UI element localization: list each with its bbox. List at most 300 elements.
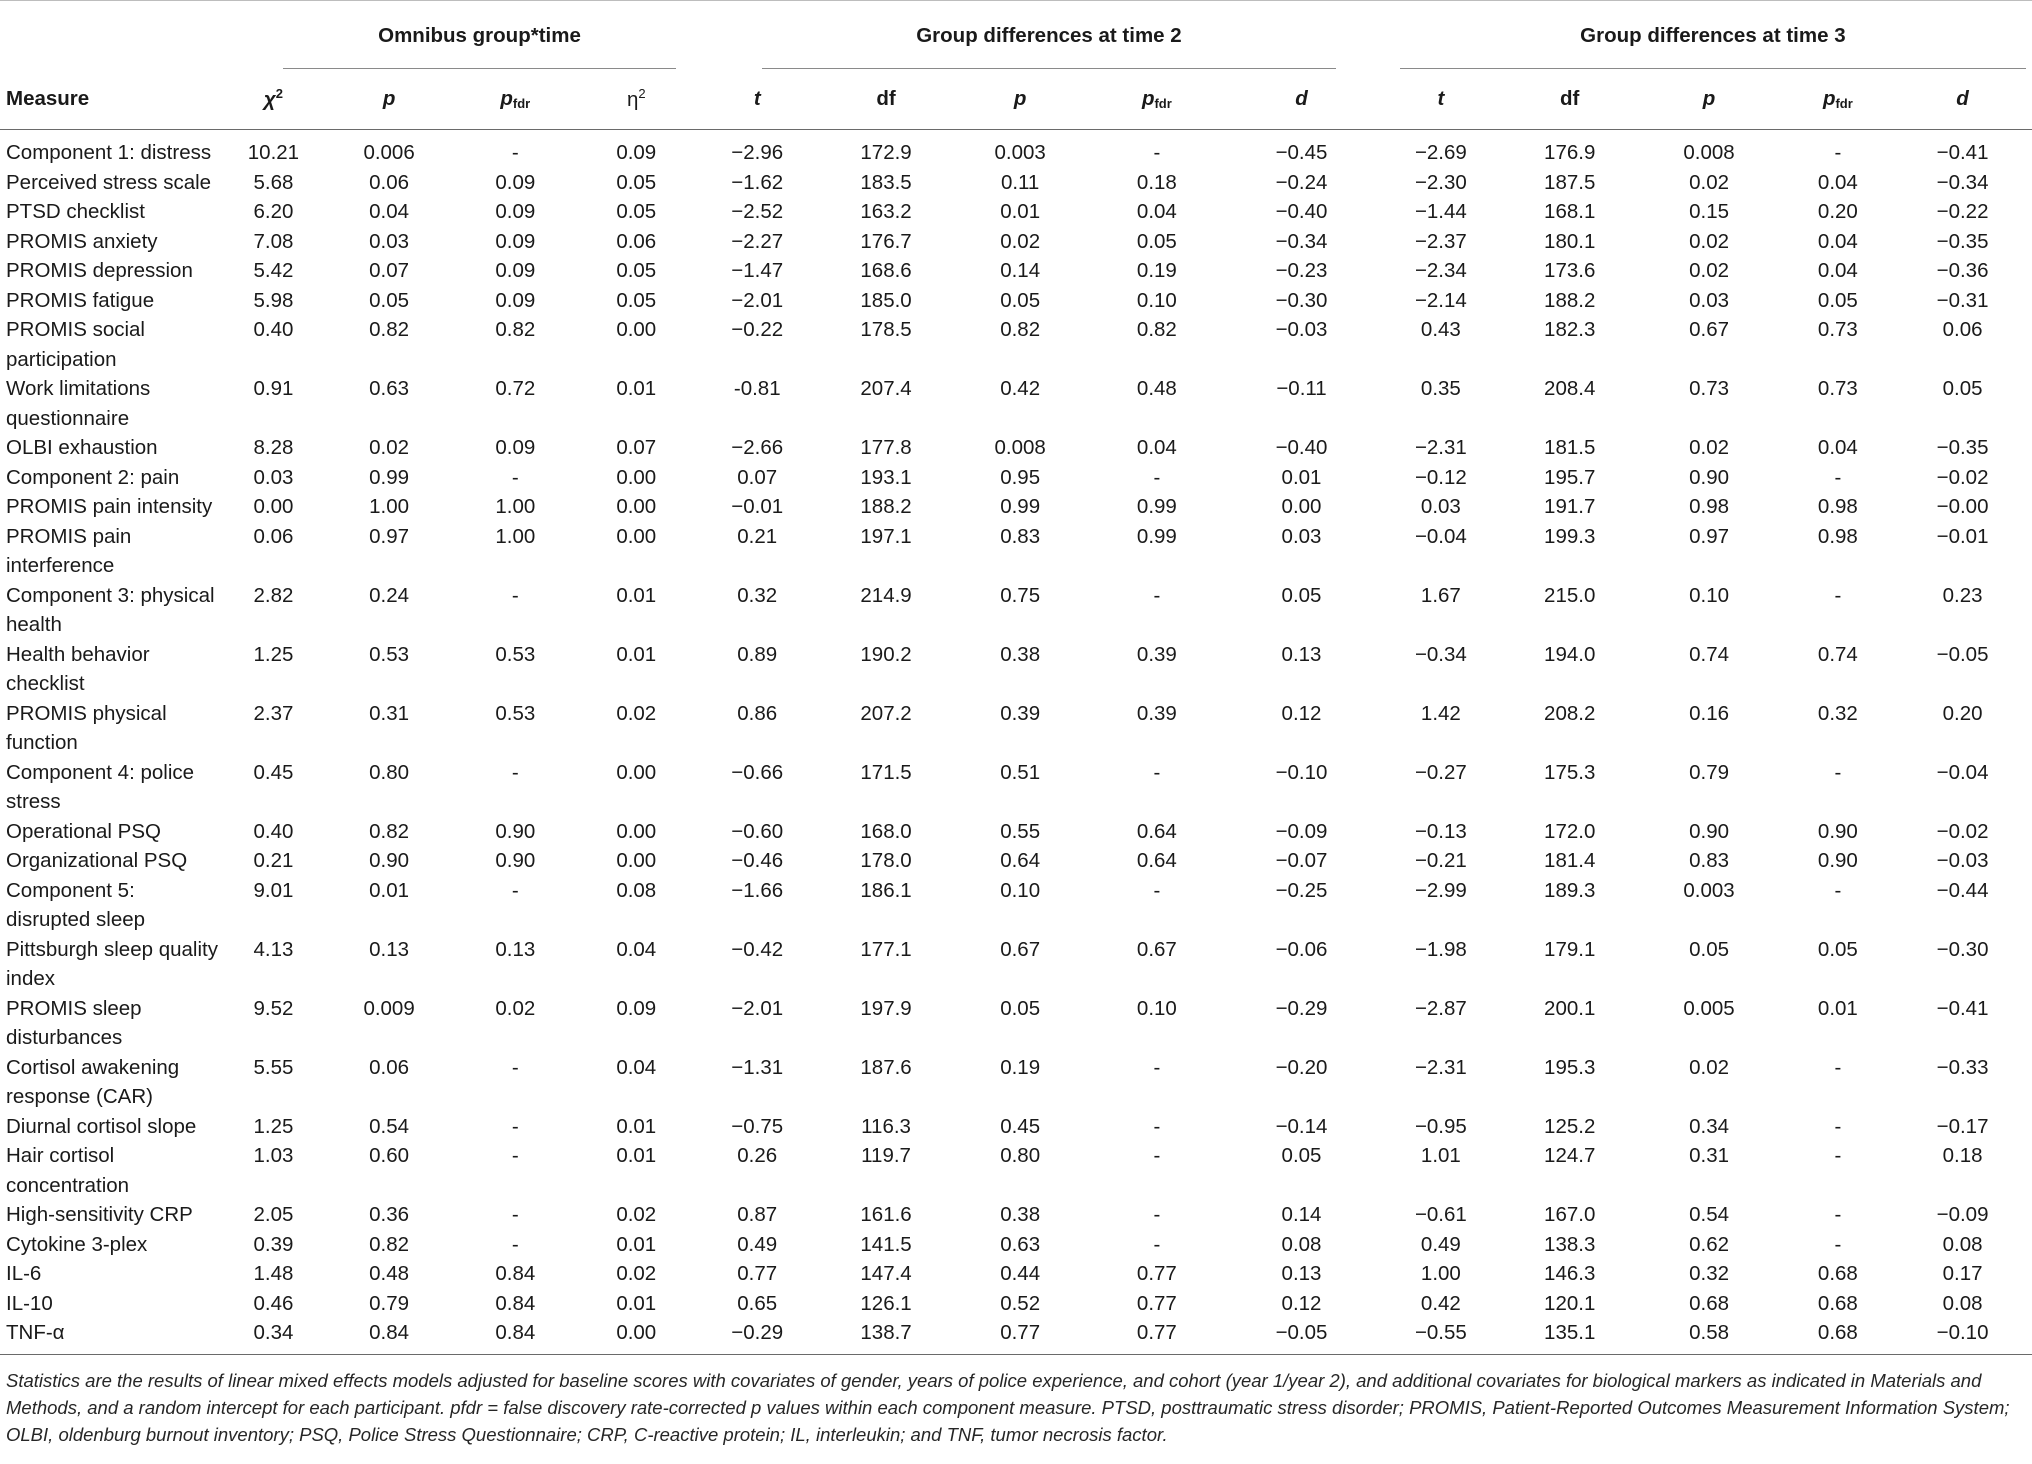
table-row bbox=[0, 935, 2032, 994]
cell-pfdr-omnibus: 0.09 bbox=[495, 259, 536, 282]
cell-t-time3: 0.35 bbox=[1420, 377, 1461, 400]
cell-p-omnibus: 0.82 bbox=[369, 318, 410, 341]
cell-df-time3: 199.3 bbox=[1544, 524, 1596, 548]
cell-df-time3: 175.3 bbox=[1544, 760, 1596, 784]
cell-eta2: 0.01 bbox=[616, 1232, 657, 1256]
column-header-d-time3 bbox=[1893, 69, 2032, 130]
cell-d-time3: 0.20 bbox=[1942, 701, 1983, 725]
cell-eta2: 0.05 bbox=[616, 170, 657, 194]
group-header-spacer bbox=[0, 20, 221, 69]
cell-pfdr-time3: 0.73 bbox=[1817, 377, 1858, 400]
cell-df-time2: 147.4 bbox=[860, 1262, 912, 1285]
cell-measure: Diurnal cortisol slope bbox=[6, 1114, 197, 1138]
cell-d-time3: 0.23 bbox=[1942, 583, 1983, 607]
cell-pfdr-time2: 0.10 bbox=[1136, 288, 1177, 312]
cell-pfdr-time3: 0.68 bbox=[1817, 1291, 1858, 1315]
cell-t-time3: 0.49 bbox=[1420, 1232, 1461, 1256]
cell-eta2: 0.02 bbox=[616, 701, 657, 725]
cell-measure: Operational PSQ bbox=[6, 819, 161, 843]
cell-d-time3: −0.41 bbox=[1936, 996, 1989, 1020]
top-rule bbox=[0, 0, 2032, 1]
cell-p-time3: 0.16 bbox=[1689, 701, 1729, 725]
t-symbol: t bbox=[1437, 87, 1445, 110]
results-table bbox=[0, 20, 2032, 1448]
table-row bbox=[0, 876, 2032, 935]
cell-measure: Hair cortisol concentration bbox=[6, 1144, 130, 1197]
cell-pfdr-omnibus: - bbox=[511, 1055, 519, 1079]
cell-p-time2: 0.55 bbox=[1000, 819, 1041, 843]
cell-measure: Component 1: distress bbox=[6, 141, 212, 164]
column-header-t-time2 bbox=[694, 69, 820, 130]
cell-p-omnibus: 0.13 bbox=[369, 937, 410, 961]
group-header-row bbox=[0, 20, 2032, 69]
cell-t-time3: −2.69 bbox=[1414, 141, 1467, 164]
cell-d-time3: −0.41 bbox=[1936, 141, 1989, 164]
cell-measure: PROMIS social participation bbox=[6, 318, 145, 371]
cell-pfdr-omnibus: 0.09 bbox=[495, 436, 536, 459]
table-row bbox=[0, 1053, 2032, 1112]
cell-pfdr-time2: 0.99 bbox=[1136, 495, 1177, 518]
cell-chi2: 0.34 bbox=[253, 1321, 294, 1344]
cell-df-time2: 119.7 bbox=[861, 1144, 911, 1167]
cell-pfdr-time2: 0.77 bbox=[1136, 1291, 1177, 1315]
cell-p-time2: 0.52 bbox=[1000, 1291, 1041, 1315]
cell-eta2: 0.06 bbox=[616, 229, 657, 253]
table-row bbox=[0, 1289, 2032, 1319]
column-header-p-time2 bbox=[952, 69, 1089, 130]
cell-chi2: 2.37 bbox=[253, 701, 294, 725]
cell-eta2: 0.04 bbox=[616, 937, 657, 961]
cell-measure: PROMIS physical function bbox=[6, 701, 167, 754]
group-header-time3-label: Group differences at time 3 bbox=[1580, 24, 1846, 47]
cell-pfdr-omnibus: 0.90 bbox=[495, 849, 536, 872]
pfdr-subscript: fdr bbox=[1835, 96, 1853, 111]
cell-df-time3: 124.7 bbox=[1544, 1144, 1596, 1167]
cell-d-time2: −0.09 bbox=[1275, 819, 1328, 843]
cell-pfdr-time3: - bbox=[1834, 760, 1842, 784]
cell-p-omnibus: 0.99 bbox=[369, 465, 410, 489]
cell-p-time3: 0.79 bbox=[1689, 760, 1729, 784]
cell-chi2: 1.03 bbox=[253, 1144, 294, 1167]
d-symbol: d bbox=[1956, 87, 1969, 110]
cell-p-time2: 0.45 bbox=[1000, 1114, 1041, 1138]
cell-measure: PROMIS depression bbox=[6, 259, 193, 282]
cell-d-time3: −0.02 bbox=[1936, 819, 1989, 843]
cell-pfdr-omnibus: 1.00 bbox=[495, 524, 536, 548]
cell-d-time2: 0.14 bbox=[1281, 1203, 1322, 1226]
table-row bbox=[0, 433, 2032, 463]
cell-p-time2: 0.42 bbox=[1000, 377, 1041, 400]
table-row bbox=[0, 492, 2032, 522]
cell-t-time3: −2.34 bbox=[1414, 259, 1467, 282]
cell-df-time2: 178.5 bbox=[860, 318, 912, 341]
cell-eta2: 0.04 bbox=[616, 1055, 657, 1079]
cell-p-omnibus: 0.63 bbox=[369, 377, 410, 400]
cell-d-time3: −0.05 bbox=[1936, 642, 1989, 666]
cell-chi2: 0.03 bbox=[253, 465, 294, 489]
column-header-row bbox=[0, 69, 2032, 130]
cell-t-time3: −2.37 bbox=[1414, 229, 1467, 253]
cell-p-time3: 0.83 bbox=[1689, 849, 1729, 872]
cell-measure: Health behavior checklist bbox=[6, 642, 150, 695]
cell-df-time3: 200.1 bbox=[1544, 996, 1596, 1020]
cell-t-time3: −0.04 bbox=[1414, 524, 1467, 548]
cell-t-time3: −0.12 bbox=[1414, 465, 1467, 489]
group-header-time3 bbox=[1378, 20, 2032, 69]
cell-t-time2: −0.60 bbox=[731, 819, 784, 843]
cell-p-omnibus: 0.60 bbox=[369, 1144, 410, 1167]
cell-p-omnibus: 0.82 bbox=[369, 1232, 410, 1256]
cell-d-time3: −0.30 bbox=[1936, 937, 1989, 961]
cell-p-time3: 0.90 bbox=[1689, 465, 1729, 489]
cell-p-time2: 0.19 bbox=[1000, 1055, 1041, 1079]
cell-pfdr-time3: - bbox=[1834, 1203, 1842, 1226]
cell-t-time2: 0.77 bbox=[737, 1262, 778, 1285]
cell-pfdr-omnibus: 0.09 bbox=[495, 288, 536, 312]
chi2-symbol: χ bbox=[263, 88, 276, 111]
cell-eta2: 0.05 bbox=[616, 288, 657, 312]
cell-t-time3: −2.99 bbox=[1414, 878, 1467, 902]
cell-t-time2: −0.46 bbox=[731, 849, 784, 872]
cell-pfdr-time2: - bbox=[1153, 583, 1161, 607]
cell-pfdr-time3: 0.20 bbox=[1817, 200, 1858, 223]
cell-p-time3: 0.98 bbox=[1689, 495, 1729, 518]
cell-eta2: 0.02 bbox=[616, 1203, 657, 1226]
cell-chi2: 10.21 bbox=[247, 141, 300, 164]
cell-df-time2: 178.0 bbox=[860, 849, 912, 872]
cell-chi2: 0.91 bbox=[253, 377, 294, 400]
column-header-df-time3: df bbox=[1504, 69, 1635, 130]
cell-p-time2: 0.10 bbox=[1000, 878, 1041, 902]
cell-p-time2: 0.80 bbox=[1000, 1144, 1041, 1167]
cell-t-time3: −2.87 bbox=[1414, 996, 1467, 1020]
cell-pfdr-omnibus: - bbox=[511, 878, 519, 902]
cell-p-omnibus: 0.05 bbox=[369, 288, 410, 312]
cell-df-time3: 176.9 bbox=[1544, 141, 1596, 164]
cell-chi2: 6.20 bbox=[253, 200, 294, 223]
p-symbol: p bbox=[1702, 87, 1716, 110]
cell-pfdr-time2: - bbox=[1153, 1232, 1161, 1256]
cell-p-time2: 0.51 bbox=[1000, 760, 1041, 784]
cell-p-omnibus: 0.06 bbox=[369, 170, 410, 194]
cell-df-time2: 207.2 bbox=[860, 701, 912, 725]
cell-pfdr-time2: 0.10 bbox=[1136, 996, 1177, 1020]
cell-eta2: 0.00 bbox=[616, 760, 657, 784]
cell-p-time3: 0.34 bbox=[1689, 1114, 1729, 1138]
cell-pfdr-time2: 0.04 bbox=[1136, 436, 1177, 459]
cell-p-time3: 0.15 bbox=[1689, 200, 1729, 223]
cell-p-time3: 0.02 bbox=[1689, 436, 1729, 459]
cell-chi2: 0.45 bbox=[253, 760, 294, 784]
table-row bbox=[0, 994, 2032, 1053]
cell-p-time2: 0.05 bbox=[1000, 288, 1041, 312]
cell-d-time3: −0.31 bbox=[1936, 288, 1989, 312]
cell-d-time2: −0.11 bbox=[1276, 377, 1327, 400]
cell-df-time3: 208.2 bbox=[1544, 701, 1596, 725]
footnote-row bbox=[0, 1354, 2032, 1448]
cell-pfdr-omnibus: - bbox=[511, 1232, 519, 1256]
cell-df-time3: 191.7 bbox=[1544, 495, 1596, 518]
cell-t-time3: 1.42 bbox=[1420, 701, 1461, 725]
cell-pfdr-time2: 0.77 bbox=[1136, 1262, 1177, 1285]
table-row bbox=[0, 817, 2032, 847]
cell-eta2: 0.05 bbox=[616, 200, 657, 223]
cell-measure: IL-10 bbox=[6, 1291, 53, 1315]
cell-pfdr-time2: 0.64 bbox=[1136, 819, 1177, 843]
cell-eta2: 0.09 bbox=[616, 141, 657, 164]
cell-pfdr-omnibus: - bbox=[511, 141, 519, 164]
cell-d-time2: −0.45 bbox=[1275, 141, 1328, 164]
cell-df-time3: 181.4 bbox=[1544, 849, 1596, 872]
cell-p-time3: 0.31 bbox=[1689, 1144, 1729, 1167]
cell-d-time2: −0.40 bbox=[1275, 436, 1328, 459]
cell-d-time2: 0.03 bbox=[1281, 524, 1322, 548]
cell-p-omnibus: 0.31 bbox=[369, 701, 410, 725]
cell-df-time2: 172.9 bbox=[860, 141, 912, 164]
cell-d-time2: 0.08 bbox=[1281, 1232, 1322, 1256]
cell-pfdr-time3: 0.04 bbox=[1817, 170, 1858, 194]
table-row bbox=[0, 130, 2032, 168]
cell-pfdr-omnibus: 0.90 bbox=[495, 819, 536, 843]
column-header-p-omnibus bbox=[326, 69, 452, 130]
cell-pfdr-omnibus: - bbox=[511, 760, 519, 784]
cell-t-time2: −1.31 bbox=[731, 1055, 784, 1079]
cell-p-time2: 0.14 bbox=[1000, 259, 1041, 282]
cell-p-time3: 0.32 bbox=[1689, 1262, 1729, 1285]
cell-pfdr-time2: 0.05 bbox=[1136, 229, 1177, 253]
table-row bbox=[0, 286, 2032, 316]
cell-eta2: 0.00 bbox=[616, 524, 657, 548]
cell-t-time3: −2.31 bbox=[1414, 1055, 1467, 1079]
cell-df-time2: 126.1 bbox=[860, 1291, 912, 1315]
cell-d-time2: 0.05 bbox=[1281, 583, 1322, 607]
cell-pfdr-omnibus: 1.00 bbox=[495, 495, 536, 518]
cell-p-time2: 0.11 bbox=[1000, 170, 1040, 194]
cell-chi2: 5.42 bbox=[253, 259, 294, 282]
cell-df-time2: 176.7 bbox=[860, 229, 912, 253]
cell-df-time3: 179.1 bbox=[1544, 937, 1596, 961]
cell-d-time2: 0.01 bbox=[1281, 465, 1322, 489]
cell-p-omnibus: 0.07 bbox=[369, 259, 410, 282]
cell-d-time2: 0.13 bbox=[1281, 1262, 1322, 1285]
cell-pfdr-time3: 0.74 bbox=[1817, 642, 1858, 666]
cell-df-time2: 138.7 bbox=[860, 1321, 912, 1344]
cell-p-time2: 0.67 bbox=[1000, 937, 1041, 961]
cell-p-time3: 0.003 bbox=[1683, 878, 1735, 902]
pfdr-subscript: fdr bbox=[1154, 96, 1172, 111]
cell-df-time3: 181.5 bbox=[1544, 436, 1596, 459]
cell-t-time2: −2.01 bbox=[731, 288, 784, 312]
chi2-superscript: 2 bbox=[275, 86, 283, 101]
column-header-pfdr-omnibus bbox=[452, 69, 578, 130]
cell-p-time3: 0.62 bbox=[1689, 1232, 1729, 1256]
cell-pfdr-time3: - bbox=[1834, 141, 1842, 164]
cell-df-time2: 168.0 bbox=[860, 819, 912, 843]
cell-p-time3: 0.03 bbox=[1689, 288, 1729, 312]
cell-pfdr-time3: 0.73 bbox=[1817, 318, 1858, 341]
cell-t-time2: −2.52 bbox=[731, 200, 784, 223]
cell-p-omnibus: 0.009 bbox=[363, 996, 415, 1020]
table-row bbox=[0, 168, 2032, 198]
cell-chi2: 0.21 bbox=[253, 849, 294, 872]
cell-p-time3: 0.67 bbox=[1689, 318, 1729, 341]
column-header-chi2 bbox=[221, 69, 326, 130]
cell-t-time3: −0.21 bbox=[1414, 849, 1467, 872]
cell-d-time3: −0.34 bbox=[1936, 170, 1989, 194]
cell-p-time3: 0.58 bbox=[1689, 1321, 1729, 1344]
cell-pfdr-time3: 0.98 bbox=[1817, 495, 1858, 518]
cell-p-time3: 0.97 bbox=[1689, 524, 1729, 548]
cell-t-time2: 0.65 bbox=[737, 1291, 778, 1315]
cell-d-time3: 0.08 bbox=[1942, 1232, 1983, 1256]
cell-pfdr-omnibus: 0.84 bbox=[495, 1321, 536, 1344]
cell-measure: Component 4: police stress bbox=[6, 760, 195, 813]
cell-df-time3: 195.3 bbox=[1544, 1055, 1596, 1079]
cell-p-time3: 0.02 bbox=[1689, 229, 1729, 253]
column-header-df-time2: df bbox=[820, 69, 951, 130]
cell-eta2: 0.01 bbox=[616, 1144, 657, 1167]
cell-chi2: 2.82 bbox=[253, 583, 294, 607]
cell-pfdr-time2: 0.64 bbox=[1136, 849, 1177, 872]
cell-p-omnibus: 0.24 bbox=[369, 583, 410, 607]
pfdr-symbol: p bbox=[1822, 87, 1836, 110]
cell-p-time2: 0.82 bbox=[1000, 318, 1041, 341]
cell-pfdr-omnibus: 0.72 bbox=[495, 377, 536, 400]
cell-df-time3: 172.0 bbox=[1544, 819, 1596, 843]
cell-df-time2: 161.6 bbox=[860, 1203, 912, 1226]
cell-df-time3: 180.1 bbox=[1544, 229, 1596, 253]
cell-measure: Work limitations questionnaire bbox=[6, 377, 151, 430]
cell-df-time2: 188.2 bbox=[860, 495, 912, 518]
cell-df-time3: 168.1 bbox=[1544, 200, 1596, 223]
cell-pfdr-time3: 0.04 bbox=[1817, 229, 1858, 253]
cell-p-time3: 0.74 bbox=[1689, 642, 1729, 666]
cell-pfdr-omnibus: 0.02 bbox=[495, 996, 536, 1020]
cell-pfdr-time2: - bbox=[1153, 878, 1161, 902]
cell-pfdr-time2: 0.67 bbox=[1136, 937, 1177, 961]
cell-t-time2: −0.29 bbox=[731, 1321, 784, 1344]
table-body bbox=[0, 130, 2032, 1355]
cell-measure: OLBI exhaustion bbox=[6, 436, 158, 459]
cell-pfdr-time2: 0.77 bbox=[1136, 1321, 1177, 1344]
group-header-time2 bbox=[694, 20, 1378, 69]
cell-pfdr-time3: - bbox=[1834, 1232, 1842, 1256]
cell-pfdr-time3: 0.68 bbox=[1817, 1321, 1858, 1344]
cell-d-time2: −0.20 bbox=[1275, 1055, 1328, 1079]
cell-pfdr-time3: 0.01 bbox=[1817, 996, 1858, 1020]
column-header-t-time3 bbox=[1378, 69, 1504, 130]
cell-pfdr-omnibus: 0.82 bbox=[495, 318, 536, 341]
cell-chi2: 0.46 bbox=[253, 1291, 294, 1315]
d-symbol: d bbox=[1295, 87, 1308, 110]
cell-chi2: 0.40 bbox=[253, 318, 294, 341]
cell-d-time3: −0.36 bbox=[1936, 259, 1989, 282]
cell-t-time3: −0.61 bbox=[1414, 1203, 1467, 1226]
table-row bbox=[0, 1141, 2032, 1200]
cell-pfdr-time3: 0.68 bbox=[1817, 1262, 1858, 1285]
cell-p-time3: 0.05 bbox=[1689, 937, 1729, 961]
cell-df-time3: 215.0 bbox=[1544, 583, 1596, 607]
cell-p-time3: 0.54 bbox=[1689, 1203, 1729, 1226]
cell-chi2: 9.01 bbox=[253, 878, 294, 902]
cell-df-time2: 214.9 bbox=[860, 583, 912, 607]
cell-measure: Cortisol awakening response (CAR) bbox=[6, 1055, 180, 1108]
cell-t-time2: −0.42 bbox=[731, 937, 784, 961]
cell-t-time3: −0.13 bbox=[1414, 819, 1467, 843]
cell-pfdr-time2: - bbox=[1153, 1203, 1161, 1226]
cell-df-time3: 138.3 bbox=[1544, 1232, 1596, 1256]
cell-measure: PROMIS fatigue bbox=[6, 288, 155, 312]
cell-d-time2: −0.14 bbox=[1275, 1114, 1328, 1138]
cell-eta2: 0.01 bbox=[616, 377, 657, 400]
cell-pfdr-time3: 0.04 bbox=[1817, 436, 1858, 459]
cell-eta2: 0.08 bbox=[616, 878, 657, 902]
cell-p-omnibus: 0.90 bbox=[369, 849, 410, 872]
table-row bbox=[0, 315, 2032, 374]
cell-p-omnibus: 0.97 bbox=[369, 524, 410, 548]
column-header-eta2 bbox=[578, 69, 694, 130]
table-row bbox=[0, 463, 2032, 493]
cell-d-time3: 0.06 bbox=[1942, 318, 1983, 341]
cell-df-time2: 183.5 bbox=[860, 170, 912, 194]
cell-d-time3: −0.04 bbox=[1936, 760, 1989, 784]
cell-d-time3: −0.44 bbox=[1936, 878, 1989, 902]
cell-p-omnibus: 0.02 bbox=[369, 436, 410, 459]
cell-df-time3: 189.3 bbox=[1544, 878, 1596, 902]
cell-chi2: 0.00 bbox=[253, 495, 294, 518]
cell-pfdr-time2: 0.04 bbox=[1136, 200, 1177, 223]
column-header-pfdr-time2 bbox=[1089, 69, 1226, 130]
eta2-superscript: 2 bbox=[638, 86, 646, 101]
cell-eta2: 0.07 bbox=[616, 436, 657, 459]
cell-measure: Cytokine 3-plex bbox=[6, 1232, 148, 1256]
cell-chi2: 1.48 bbox=[253, 1262, 294, 1285]
cell-df-time2: 193.1 bbox=[860, 465, 912, 489]
cell-d-time2: −0.40 bbox=[1275, 200, 1328, 223]
table-row bbox=[0, 256, 2032, 286]
cell-pfdr-omnibus: - bbox=[511, 465, 519, 489]
cell-d-time2: 0.12 bbox=[1281, 701, 1322, 725]
column-header-p-time3 bbox=[1635, 69, 1782, 130]
cell-p-time3: 0.02 bbox=[1689, 1055, 1729, 1079]
cell-eta2: 0.02 bbox=[616, 1262, 657, 1285]
cell-measure: TNF-α bbox=[6, 1321, 65, 1344]
table-footnote: Statistics are the results of linear mixed effects models adjusted for baseline scores with covariates of gender, years of police experience, and cohort (year 1/year 2), and additional covariates for biological markers as indicated in Materials and Methods, and a random intercept for each participant. pfdr = false discovery rate-corrected p values within each component measure. PTSD, posttraumatic stress disorder; PROMIS, Patient-Reported Outcomes Measurement Information System; OLBI, oldenburg burnout inventory; PSQ, Police Stress Questionnaire; CRP, C-reactive protein; IL, interleukin; and TNF, tumor necrosis factor. bbox=[0, 1354, 2032, 1448]
cell-p-omnibus: 1.00 bbox=[369, 495, 410, 518]
cell-d-time2: 0.12 bbox=[1281, 1291, 1322, 1315]
cell-d-time2: −0.23 bbox=[1275, 259, 1328, 282]
cell-eta2: 0.05 bbox=[616, 259, 657, 282]
cell-chi2: 4.13 bbox=[253, 937, 294, 961]
cell-t-time3: −0.27 bbox=[1414, 760, 1467, 784]
cell-df-time2: 190.2 bbox=[860, 642, 912, 666]
column-header-pfdr-time3 bbox=[1783, 69, 1893, 130]
cell-d-time2: −0.24 bbox=[1275, 170, 1328, 194]
cell-chi2: 7.08 bbox=[253, 229, 294, 253]
cell-t-time2: −2.27 bbox=[731, 229, 784, 253]
p-symbol: p bbox=[1013, 87, 1027, 110]
cell-t-time2: 0.07 bbox=[737, 465, 778, 489]
cell-d-time3: 0.17 bbox=[1942, 1262, 1983, 1285]
cell-pfdr-omnibus: - bbox=[511, 1114, 519, 1138]
cell-t-time3: −1.98 bbox=[1414, 937, 1467, 961]
group-header-time2-label: Group differences at time 2 bbox=[916, 24, 1182, 47]
cell-t-time3: 0.43 bbox=[1420, 318, 1461, 341]
cell-d-time3: −0.03 bbox=[1936, 849, 1989, 872]
cell-chi2: 0.39 bbox=[253, 1232, 294, 1256]
cell-t-time2: −1.62 bbox=[731, 170, 784, 194]
cell-p-time2: 0.63 bbox=[1000, 1232, 1041, 1256]
